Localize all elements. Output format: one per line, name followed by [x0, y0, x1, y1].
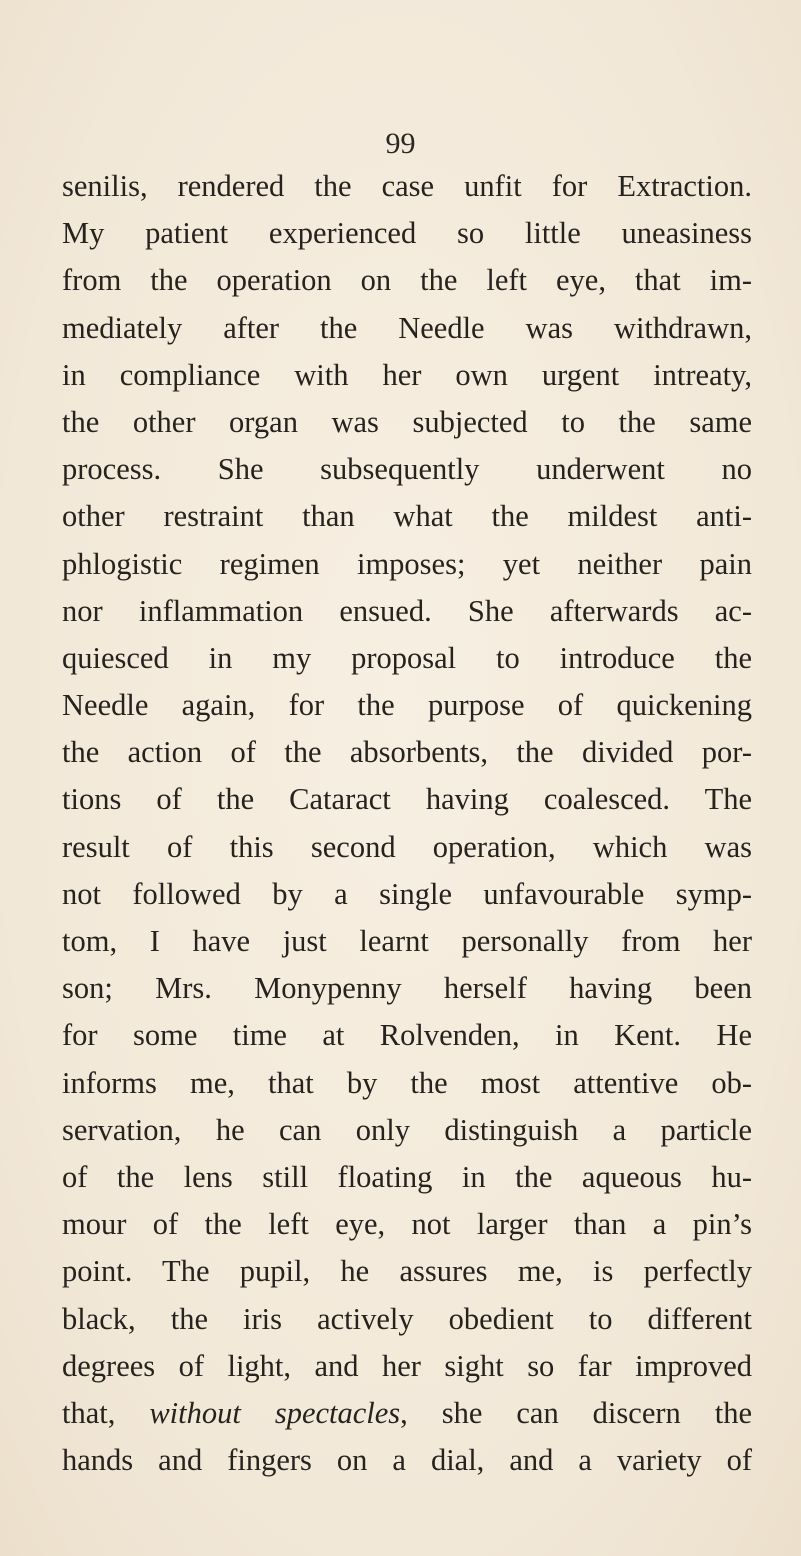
text-line: son; Mrs. Monypenny herself having been: [62, 971, 752, 1006]
text-line: My patient experienced so little uneasiness: [62, 216, 752, 251]
text-line: nor inflammation ensued. She afterwards ac-: [62, 593, 752, 628]
text-line: senilis, rendered the case unfit for Extraction.: [62, 169, 752, 203]
text-line: other restraint than what the mildest anti-: [62, 499, 752, 534]
text-line: point. The pupil, he assures me, is perfectly: [62, 1254, 752, 1289]
page-number: 99: [385, 127, 416, 160]
text-fragment: that,: [62, 1395, 150, 1430]
text-line: tom, I have just learnt personally from her: [62, 924, 752, 958]
text-line: tions of the Cataract having coalesced. The: [62, 782, 752, 817]
text-line: for some time at Rolvenden, in Kent. He: [62, 1018, 752, 1053]
text-line: the other organ was subjected to the same: [62, 404, 752, 439]
text-line: [62, 1390, 752, 1437]
text-line: hands and fingers on a dial, and a variety of: [62, 1443, 752, 1478]
text-line: black, the iris actively obedient to different: [62, 1301, 752, 1336]
text-line: Needle again, for the purpose of quickening: [62, 688, 752, 723]
text-line: in compliance with her own urgent intreaty,: [62, 357, 752, 392]
italic-phrase: without spectacles: [149, 1395, 401, 1430]
text-line: result of this second operation, which was: [62, 829, 752, 864]
body-text: [62, 163, 752, 1484]
text-fragment: , she can discern the: [400, 1395, 752, 1430]
text-line: mediately after the Needle was withdrawn,: [62, 310, 752, 345]
text-line: phlogistic regimen imposes; yet neither pain: [62, 546, 752, 581]
text-line: informs me, that by the most attentive ob-: [62, 1065, 752, 1100]
text-line: from the operation on the left eye, that im-: [62, 263, 752, 298]
text-line: not followed by a single unfavourable symp-: [62, 876, 752, 911]
text-line: quiesced in my proposal to introduce the: [62, 640, 752, 675]
text-line: process. She subsequently underwent no: [62, 452, 752, 487]
text-line: degrees of light, and her sight so far improved: [62, 1348, 752, 1383]
text-line: of the lens still floating in the aqueous hu-: [62, 1159, 752, 1194]
text-line: the action of the absorbents, the divided por-: [62, 735, 752, 770]
text-line: servation, he can only distinguish a particle: [62, 1112, 752, 1147]
text-line: mour of the left eye, not larger than a pin’s: [62, 1207, 752, 1242]
